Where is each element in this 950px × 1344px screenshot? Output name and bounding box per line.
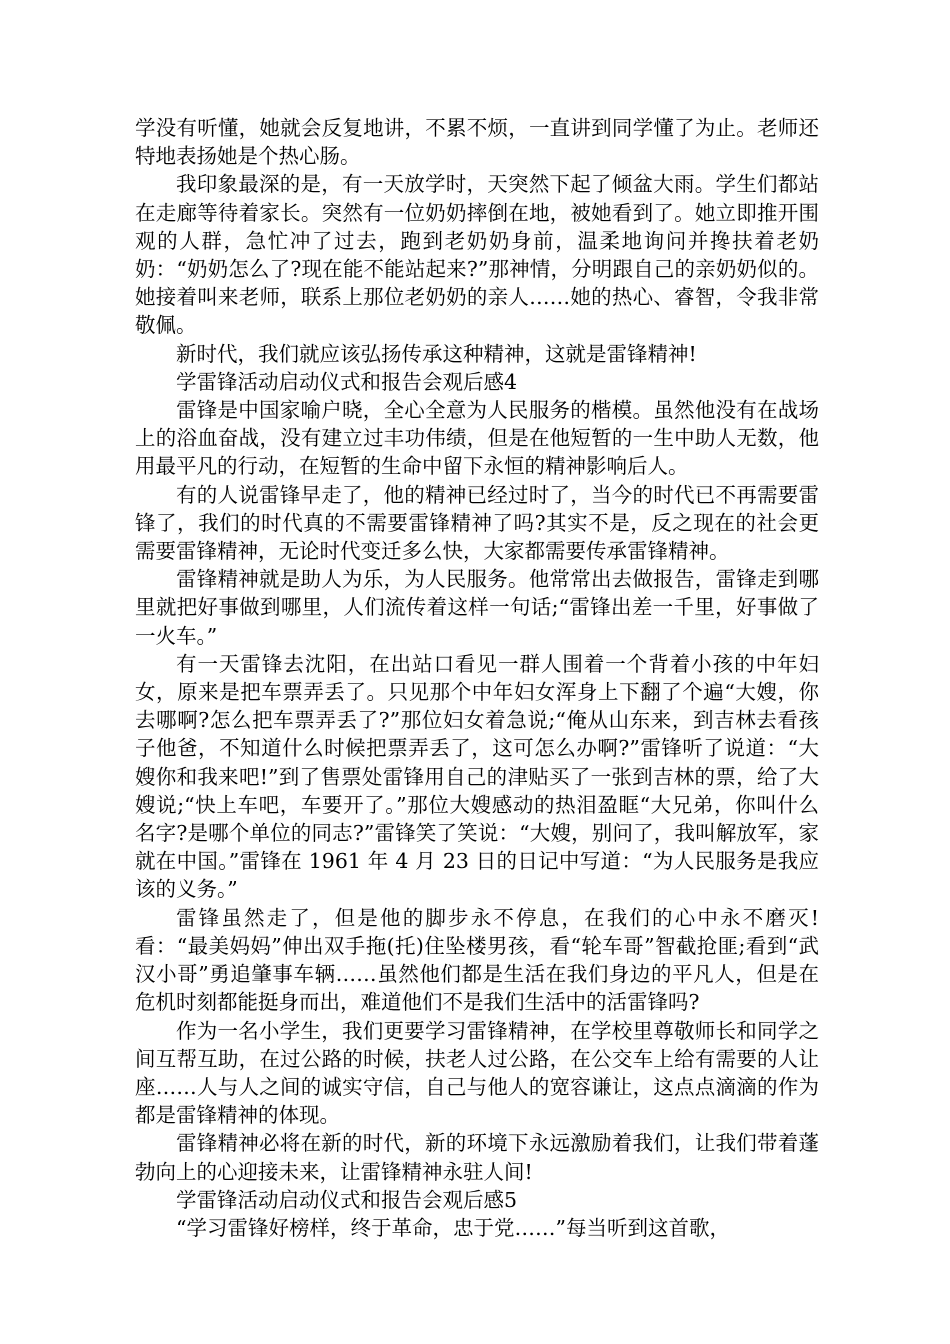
paragraph-continuation: 学没有听懂，她就会反复地讲，不累不烦，一直讲到同学懂了为止。老师还特地表扬她是个热心肠。 bbox=[135, 116, 819, 169]
section-heading-4: 学雷锋活动启动仪式和报告会观后感4 bbox=[176, 369, 518, 394]
paragraph-student-role: 作为一名小学生，我们更要学习雷锋精神，在学校里尊敬师长和同学之间互帮互助，在过公路的时候，扶老人过公路，在公交车上给有需要的人让座……人与人之间的诚实守信，自己与他人的宽容谦让，这点点滴滴的作为都是雷锋精神的体现。 bbox=[135, 1018, 819, 1128]
paragraph-helping-others: 雷锋精神就是助人为乐，为人民服务。他常常出去做报告，雷锋走到哪里就把好事做到哪里，人们流传着这样一句话;“雷锋出差一千里，好事做了一火车。” bbox=[135, 567, 819, 648]
paragraph-new-era: 新时代，我们就应该弘扬传承这种精神，这就是雷锋精神! bbox=[176, 341, 697, 366]
section-heading-5: 学雷锋活动启动仪式和报告会观后感5 bbox=[176, 1187, 518, 1212]
paragraph-song-opening: “学习雷锋好榜样，终于革命，忠于党……”每当听到这首歌， bbox=[176, 1215, 730, 1240]
paragraph-rain-story: 我印象最深的是，有一天放学时，天突然下起了倾盆大雨。学生们都站在走廊等待着家长。突然有一位奶奶摔倒在地，被她看到了。她立即推开围观的人群，急忙冲了过去，跑到老奶奶身前，温柔地询问并搀扶着老奶奶：“奶奶怎么了?现在能不能站起来?”那神情，分明跟自己的亲奶奶似的。她接着叫来老师，联系上那位老奶奶的亲人……她的热心、睿智，令我非常敬佩。 bbox=[135, 172, 819, 338]
paragraph-living-leifengs: 雷锋虽然走了，但是他的脚步永不停息，在我们的心中永不磨灭!看：“最美妈妈”伸出双手拖(托)住坠楼男孩，看“轮车哥”智截抢匪;看到“武汉小哥”勇追肇事车辆……虽然他们都是生活在我们身边的平凡人，但是在危机时刻都能挺身而出，难道他们不是我们生活中的活雷锋吗? bbox=[135, 905, 819, 1015]
document-body bbox=[135, 114, 819, 1242]
paragraph-leifeng-model: 雷锋是中国家喻户晓，全心全意为人民服务的楷模。虽然他没有在战场上的浴血奋战，没有建立过丰功伟绩，但是在他短暂的一生中助人无数，他用最平凡的行动，在短暂的生命中留下永恒的精神影响后人。 bbox=[135, 398, 819, 479]
paragraph-shenyang-story: 有一天雷锋去沈阳，在出站口看见一群人围着一个背着小孩的中年妇女，原来是把车票弄丢了。只见那个中年妇女浑身上下翻了个遍“大嫂，你去哪啊?怎么把车票弄丢了?”那位妇女着急说;“俺从山东来，到吉林去看孩子他爸，不知道什么时候把票弄丢了，这可怎么办啊?”雷锋听了说道：“大嫂你和我来吧!”到了售票处雷锋用自己的津贴买了一张到吉林的票，给了大嫂说;“快上车吧，车要开了。”那位大嫂感动的热泪盈眶“大兄弟，你叫什么名字?是哪个单位的同志?”雷锋笑了笑说：“大嫂，别问了，我叫解放军，家就在中国。”雷锋在 1961 年 4 月 23 日的日记中写道：“为人民服务是我应该的义务。” bbox=[135, 651, 819, 902]
paragraph-spirit-outdated: 有的人说雷锋早走了，他的精神已经过时了，当今的时代已不再需要雷锋了，我们的时代真的不需要雷锋精神了吗?其实不是，反之现在的社会更需要雷锋精神，无论时代变迁多么快，大家都需要传承雷锋精神。 bbox=[135, 482, 819, 564]
paragraph-inspiration: 雷锋精神必将在新的时代，新的环境下永远激励着我们，让我们带着蓬勃向上的心迎接未来，让雷锋精神永驻人间! bbox=[135, 1131, 819, 1184]
